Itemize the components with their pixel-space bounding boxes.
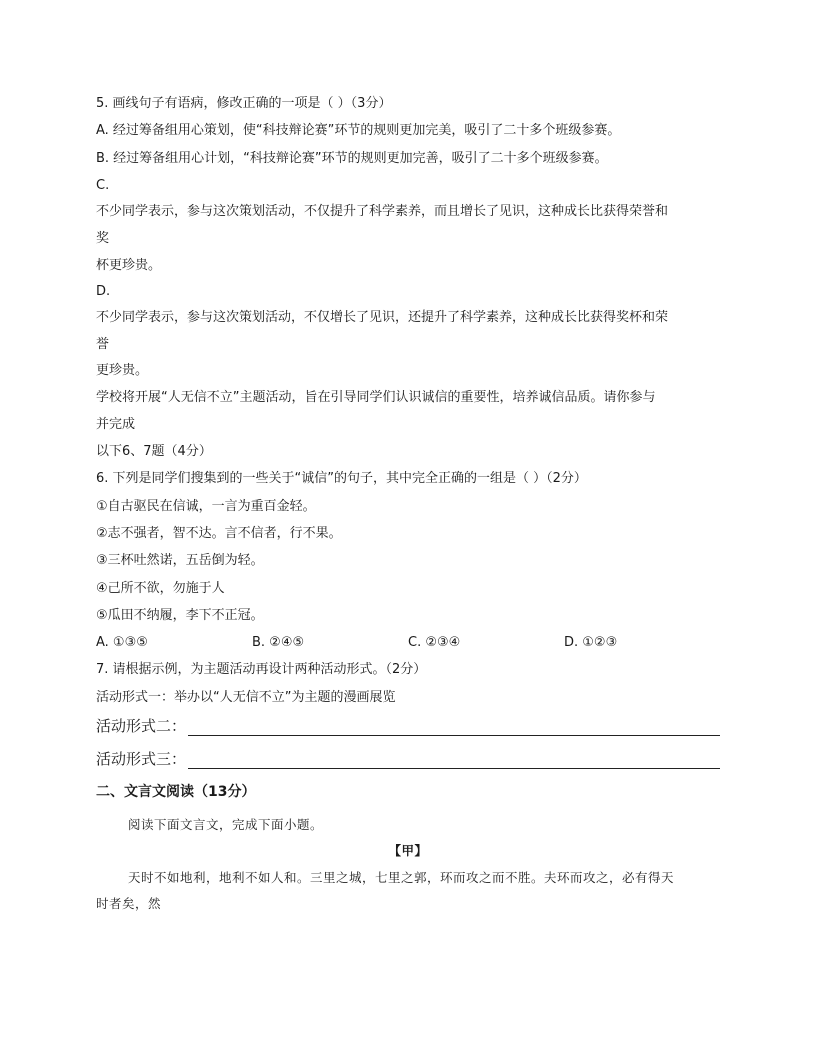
q6-item: ②志不强者，智不达。言不信者，行不果。 (96, 526, 342, 541)
passage-label: 【甲】 (388, 843, 428, 858)
section-title: 二、文言文阅读（13分） (96, 784, 256, 800)
q5-option-c-line1: 不少同学表示，参与这次策划活动，不仅提升了科学素养，而且增长了见识，这种成长比获得荣誉和 (96, 204, 669, 219)
q6-option-d: D. ①②③ (564, 635, 618, 650)
q7-blank3-label: 活动形式三： (96, 750, 187, 768)
q5-option-c-label: C. (96, 178, 110, 193)
q5-option-d-line1: 不少同学表示，参与这次策划活动，不仅增长了见识，还提升了科学素养，这种成长比获得奖杯和荣 (96, 310, 669, 325)
passage-line1: 天时不如地利，地利不如人和。三里之城，七里之郭，环而攻之而不胜。夫环而攻之，必有得天 (128, 870, 675, 885)
q6-option-b: B. ②④⑤ (252, 635, 305, 650)
q7-answer-row-3 (96, 745, 720, 769)
q6-option-c: C. ②③④ (408, 635, 461, 650)
q6-item: ④己所不欲，勿施于人 (96, 581, 225, 596)
passage-line2: 时者矣，然 (96, 896, 162, 911)
q7-blank2-label: 活动形式二： (96, 717, 187, 735)
q5-option-d-line2: 誉 (96, 337, 110, 352)
q6-stem: 6. 下列是同学们搜集到的一些关于“诚信”的句子，其中完全正确的一组是（ ）（2分） (96, 471, 587, 486)
q5-option-d-line3: 更珍贵。 (96, 363, 149, 378)
q5-stem: 5. 画线句子有语病，修改正确的一项是（ ）（3分） (96, 96, 392, 111)
reading-instruction: 阅读下面文言文，完成下面小题。 (128, 817, 324, 832)
q5-option-d-label: D. (96, 284, 111, 299)
q6-option-a: A. ①③⑤ (96, 635, 148, 650)
q7-example: 活动形式一：举办以“人无信不立”为主题的漫画展览 (96, 690, 396, 705)
activity-intro-line2: 并完成 (96, 417, 136, 432)
q7-stem: 7. 请根据示例，为主题活动再设计两种活动形式。（2分） (96, 662, 427, 677)
q6-item: ③三杯吐然诺，五岳倒为轻。 (96, 553, 264, 568)
activity-intro-line3: 以下6、7题（4分） (96, 444, 212, 459)
q5-option-b: B. 经过筹备组用心计划，“科技辩论赛”环节的规则更加完善，吸引了二十多个班级参赛。 (96, 151, 608, 166)
q5-option-a: A. 经过筹备组用心策划，使“科技辩论赛”环节的规则更加完美，吸引了二十多个班级参赛。 (96, 123, 621, 138)
q7-answer-row-2 (96, 712, 720, 736)
q7-blank2-line[interactable] (188, 717, 720, 736)
q6-item: ①自古驱民在信诚，一言为重百金轻。 (96, 499, 316, 514)
q6-item: ⑤瓜田不纳履，李下不正冠。 (96, 608, 264, 623)
q5-option-c-line2: 奖 (96, 231, 110, 246)
q7-blank3-line[interactable] (188, 750, 720, 769)
q5-option-c-line3: 杯更珍贵。 (96, 258, 162, 273)
activity-intro-line1: 学校将开展“人无信不立”主题活动，旨在引导同学们认识诚信的重要性，培养诚信品质。请你参与 (96, 390, 656, 405)
